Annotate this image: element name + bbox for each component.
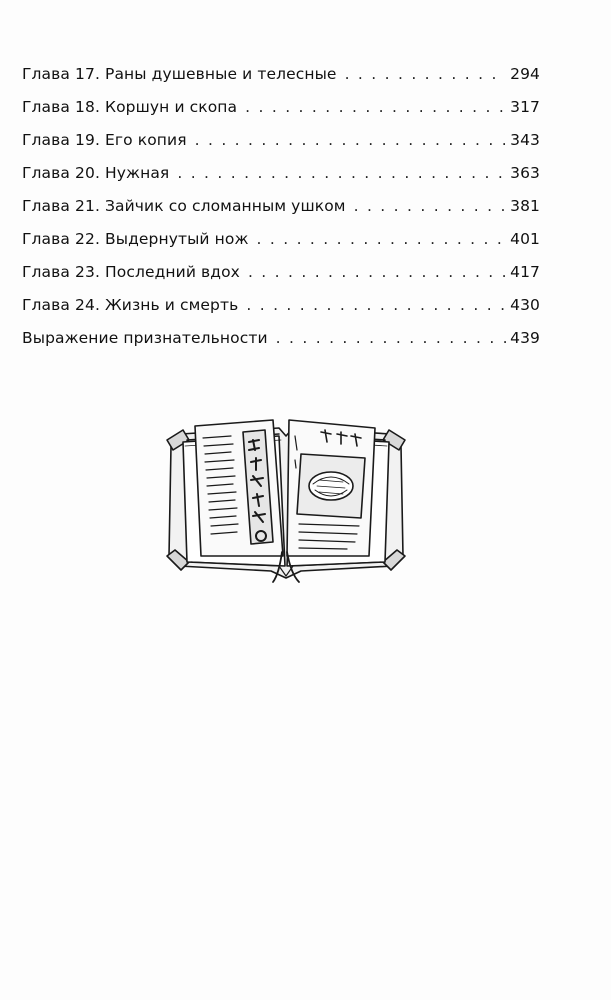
- toc-dot-leader: [248, 260, 506, 284]
- toc-entry-title: Глава 23. Последний вдох: [22, 263, 240, 281]
- toc-entry: [22, 293, 540, 326]
- table-of-contents: [22, 62, 540, 359]
- toc-dot-leader: [345, 62, 507, 86]
- toc-entry-page: 294: [510, 65, 540, 83]
- toc-entry-title: Глава 22. Выдернутый нож: [22, 230, 249, 248]
- toc-entry: [22, 260, 540, 293]
- toc-entry-title: Глава 17. Раны душевные и телесные: [22, 65, 337, 83]
- toc-entry-page: 317: [510, 98, 540, 116]
- toc-entry-title: Глава 18. Коршун и скопа: [22, 98, 238, 116]
- toc-dot-leader: [177, 161, 506, 185]
- toc-dot-leader: [245, 95, 506, 119]
- toc-entry-title: Глава 20. Нужная: [22, 164, 170, 182]
- toc-entry: [22, 326, 540, 359]
- toc-entry: [22, 128, 540, 161]
- toc-entry-page: 439: [510, 329, 540, 347]
- toc-entry-title: Глава 21. Зайчик со сломанным ушком: [22, 197, 346, 215]
- open-book-icon: [161, 406, 411, 586]
- toc-entry: [22, 227, 540, 260]
- toc-entry-page: 381: [510, 197, 540, 215]
- toc-entry-page: 343: [510, 131, 540, 149]
- toc-entry: [22, 62, 540, 95]
- toc-entry: [22, 95, 540, 128]
- toc-dot-leader: [276, 326, 506, 350]
- toc-entry-page: 417: [510, 263, 540, 281]
- toc-entry-title: Глава 24. Жизнь и смерть: [22, 296, 239, 314]
- toc-dot-leader: [257, 227, 507, 251]
- toc-entry-page: 401: [510, 230, 540, 248]
- toc-entry-title: Глава 19. Его копия: [22, 131, 187, 149]
- toc-dot-leader: [354, 194, 507, 218]
- toc-entry-page: 363: [510, 164, 540, 182]
- toc-dot-leader: [195, 128, 506, 152]
- toc-entry: [22, 194, 540, 227]
- toc-entry: [22, 161, 540, 194]
- toc-entry-title: Выражение признательности: [22, 329, 268, 347]
- toc-dot-leader: [246, 293, 506, 317]
- toc-entry-page: 430: [510, 296, 540, 314]
